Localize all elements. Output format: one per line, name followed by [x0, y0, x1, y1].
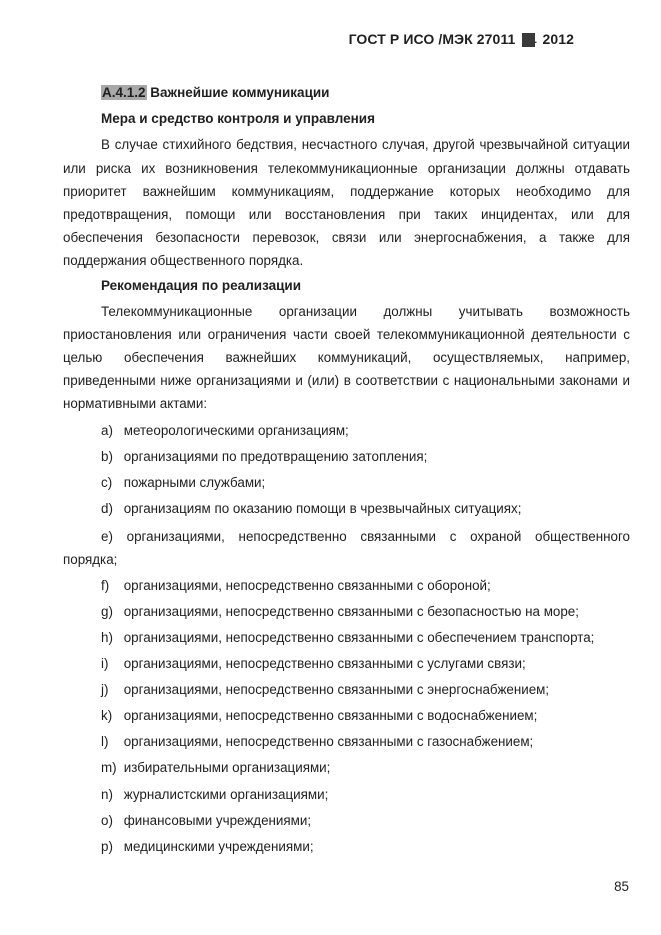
list-item-text: финансовыми учреждениями; [123, 813, 312, 828]
list-marker: j) [101, 682, 109, 697]
section-heading [101, 85, 329, 100]
list-item [101, 529, 630, 544]
list-item-text: организациями, непосредственно связанными с услугами связи; [123, 656, 526, 671]
recommendation-heading: Рекомендация по реализации [101, 278, 302, 293]
list-marker: d) [101, 501, 113, 516]
list-item-text: организациями, непосредственно связанными с водоснабжением; [123, 708, 538, 723]
list-item-text: медицинскими учреждениями; [123, 839, 314, 854]
header-year: 2012 [542, 31, 574, 47]
list-item [101, 449, 427, 464]
list-marker: k) [101, 708, 113, 723]
list-item [101, 682, 549, 697]
paragraph-line: поддержания общественного порядка. [63, 253, 304, 268]
paragraph-line: обеспечения безопасности перевозок, связи или энергоснабжения, а также для [63, 230, 630, 245]
list-marker: e) [101, 529, 113, 544]
list-item [101, 813, 311, 828]
paragraph-line: Телекоммуникационные организации должны учитывать возможность [101, 304, 630, 319]
list-item [101, 708, 537, 723]
paragraph-line: или риска их возникновения телекоммуникационные организации должны отдавать [63, 161, 630, 176]
paragraph-line: нормативными актами: [63, 396, 208, 411]
list-item-text: организациями, непосредственно связанными с охраной общественного [126, 529, 630, 544]
header-dash: — [522, 33, 537, 49]
list-marker: b) [101, 449, 113, 464]
list-item [101, 787, 328, 802]
list-marker: l) [101, 734, 109, 749]
list-item [101, 630, 594, 645]
paragraph-line: приостановления или ограничения части своей телекоммуникационной деятельности с [63, 327, 630, 342]
list-item [101, 423, 349, 438]
paragraph-line: целью обеспечения важнейших коммуникаций, осуществляемых, например, [63, 350, 630, 365]
page-number: 85 [614, 879, 629, 894]
list-item [101, 656, 526, 671]
list-item-text: метеорологическими организациям; [123, 423, 349, 438]
list-item [101, 578, 491, 593]
list-marker: h) [101, 630, 113, 645]
list-item-text: организациями, непосредственно связанными с газоснабжением; [123, 734, 534, 749]
section-title: Важнейшие коммуникации [150, 85, 330, 100]
control-subheading: Мера и средство контроля и управления [101, 111, 375, 126]
list-marker: i) [101, 656, 109, 671]
list-marker: m) [101, 760, 117, 775]
list-item [101, 501, 521, 516]
list-item [101, 604, 579, 619]
list-item-continuation: порядка; [63, 552, 118, 567]
list-marker: f) [101, 578, 110, 593]
list-item-text: организациями, непосредственно связанными с безопасностью на море; [123, 604, 579, 619]
paragraph-line: приоритет важнейшим коммуникациям, поддержание которых необходимо для [63, 184, 630, 199]
list-item [101, 760, 330, 775]
list-marker: n) [101, 787, 113, 802]
list-marker: g) [101, 604, 113, 619]
section-number: A.4.1.2 [102, 85, 146, 100]
list-item-text: журналистскими организациями; [123, 787, 329, 802]
list-item-text: организациями, непосредственно связанными с обороной; [123, 578, 491, 593]
document-header [349, 31, 574, 47]
list-marker: p) [101, 839, 113, 854]
list-item [101, 734, 533, 749]
list-marker: a) [101, 423, 113, 438]
list-item-text: организациям по оказанию помощи в чрезвычайных ситуациях; [123, 501, 522, 516]
list-item [101, 839, 314, 854]
paragraph-line: предотвращения, помощи или восстановления при таких инцидентах, или для [63, 207, 630, 222]
paragraph-line: приведенными ниже организациями и (или) в соответствии с национальными законами и [63, 373, 630, 388]
list-item-text: организациями, непосредственно связанными с обеспечением транспорта; [123, 630, 595, 645]
list-item-text: организациями по предотвращению затопления; [123, 449, 428, 464]
list-marker: o) [101, 813, 113, 828]
header-standard-title: ГОСТ Р ИСО /МЭК 27011 [348, 31, 516, 47]
list-item-text: организациями, непосредственно связанными с энергоснабжением; [123, 682, 550, 697]
list-marker: c) [101, 475, 113, 490]
list-item-text: пожарными службами; [123, 475, 266, 490]
paragraph-line: В случае стихийного бедствия, несчастного случая, другой чрезвычайной ситуации [101, 137, 630, 152]
list-item-text: избирательными организациями; [123, 760, 331, 775]
list-item [101, 475, 265, 490]
